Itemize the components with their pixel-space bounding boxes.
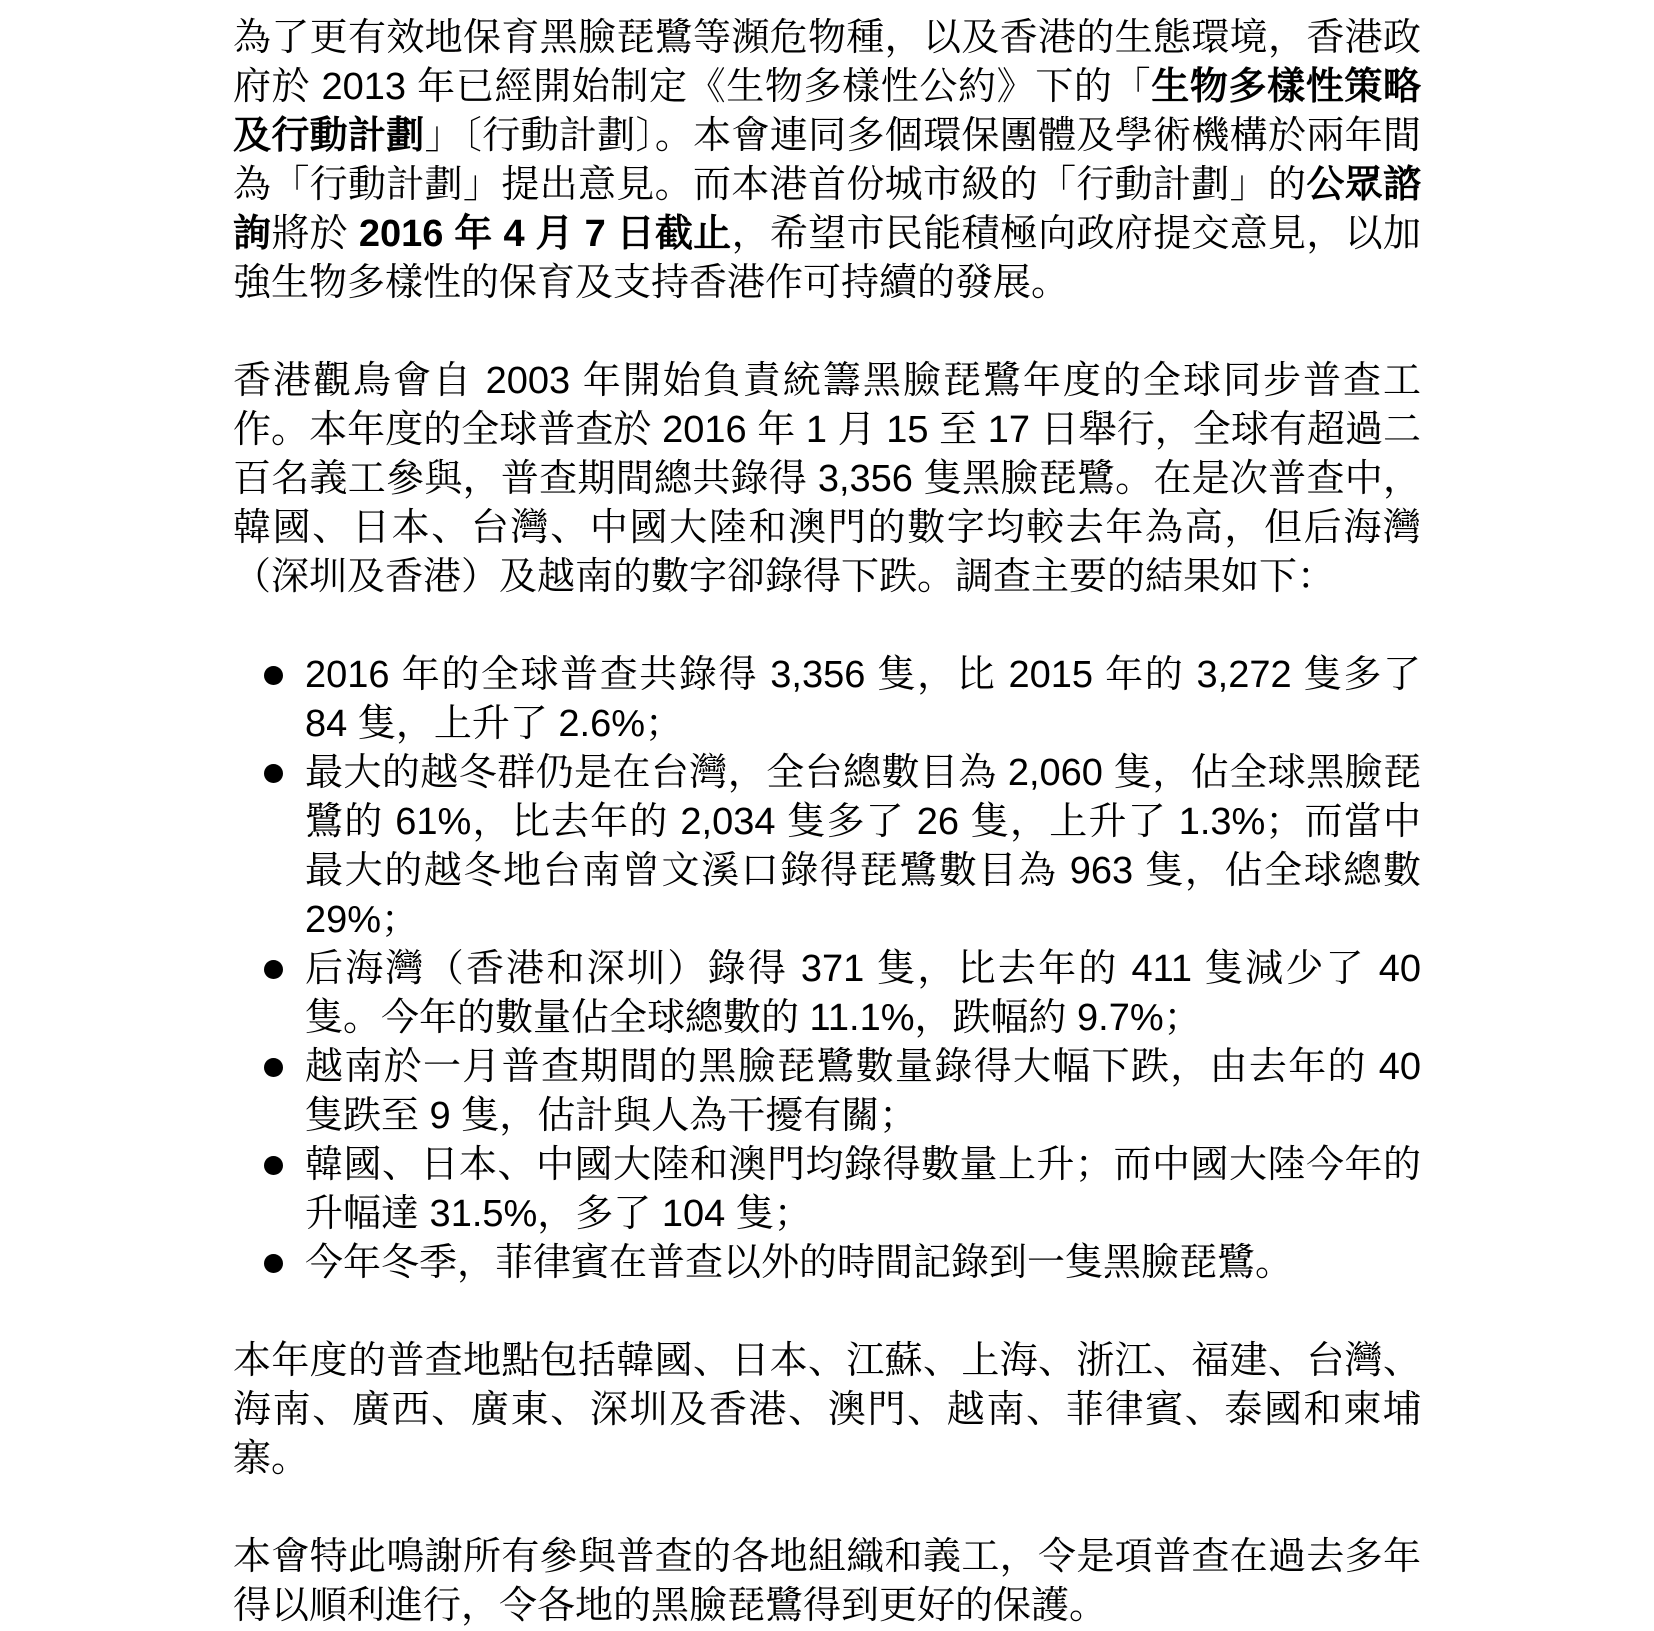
bullet-icon	[264, 1254, 283, 1273]
list-item-text: 韓國、日本、中國大陸和澳門均錄得數量上升；而中國大陸今年的升幅達 31.5%，多了 104 隻；	[305, 1144, 1421, 1235]
text-run: 將於	[271, 213, 359, 255]
list-item	[233, 1043, 1421, 1141]
paragraph-census-overview: 香港觀鳥會自 2003 年開始負責統籌黑臉琵鷺年度的全球同步普查工作。本年度的全球普查於 2016 年 1 月 15 至 17 日舉行，全球有超過二百名義工參與，普查期間總共錄得 3,356 隻黑臉琵鷺。在是次普查中，韓國、日本、台灣、中國大陸和澳門的數字均較去年為高，但后海灣（深圳及香港）及越南的數字卻錄得下跌。調查主要的結果如下：	[233, 360, 1421, 598]
document-page	[233, 0, 1421, 1631]
list-item-text: 今年冬季，菲律賓在普查以外的時間記錄到一隻黑臉琵鷺。	[305, 1242, 1294, 1284]
text-run: 為了更有效地保育黑臉琵鷺等瀕危物種，以及香港的生態環境，香港政府於 2013 年已經開始制定《生物多樣性公約》下的「	[233, 17, 1421, 108]
list-item-text: 越南於一月普查期間的黑臉琵鷺數量錄得大幅下跌，由去年的 40 隻跌至 9 隻，估計與人為干擾有關；	[305, 1046, 1421, 1137]
list-item	[233, 1141, 1421, 1239]
list-item	[233, 945, 1421, 1043]
paragraph-census-locations: 本年度的普查地點包括韓國、日本、江蘇、上海、浙江、福建、台灣、海南、廣西、廣東、深圳及香港、澳門、越南、菲律賓、泰國和柬埔寨。	[233, 1340, 1421, 1480]
text-run: 」〔行動計劃〕。本會連同多個環保團體及學術機構於兩年間為「行動計劃」提出意見。而本港首份城市級的「行動計劃」的	[233, 115, 1421, 206]
list-item-text: 最大的越冬群仍是在台灣，全台總數目為 2,060 隻，佔全球黑臉琵鷺的 61%，比去年的 2,034 隻多了 26 隻，上升了 1.3%；而當中最大的越冬地台南曾文溪口錄得琵鷺數目為 963 隻，佔全球總數 29%；	[305, 752, 1421, 941]
list-item	[233, 651, 1421, 749]
text-run: ，希望市民能積極向政府提交意見，以加強生物多樣性的保育及支持香港作可持續的發展。	[233, 213, 1421, 304]
list-item-text: 后海灣（香港和深圳）錄得 371 隻，比去年的 411 隻減少了 40 隻。今年的數量佔全球總數的 11.1%，跌幅約 9.7%；	[305, 948, 1421, 1039]
paragraph-acknowledgement: 本會特此鳴謝所有參與普查的各地組織和義工，令是項普查在過去多年得以順利進行，令各地的黑臉琵鷺得到更好的保護。	[233, 1536, 1421, 1627]
bullet-icon	[264, 1156, 283, 1175]
list-item	[233, 749, 1421, 945]
bullet-icon	[264, 1058, 283, 1077]
paragraph-intro	[233, 14, 1421, 308]
list-item	[233, 1239, 1421, 1288]
bullet-icon	[264, 764, 283, 783]
census-results-list	[233, 651, 1421, 1288]
text-run-bold-action-plan: 生物多樣性策略及行動計劃	[233, 66, 1421, 157]
bullet-icon	[264, 666, 283, 685]
bullet-icon	[264, 960, 283, 979]
text-run-bold-deadline: 2016 年 4 月 7 日截止	[358, 213, 732, 255]
text-run-bold-public-consultation: 公眾諮詢	[233, 164, 1421, 255]
list-item-text: 2016 年的全球普查共錄得 3,356 隻，比 2015 年的 3,272 隻多了 84 隻，上升了 2.6%；	[305, 654, 1421, 745]
